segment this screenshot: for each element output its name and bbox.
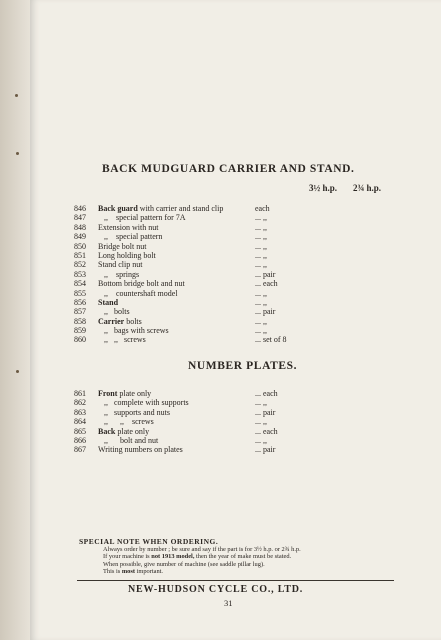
unit-label: ... ,, [255, 250, 267, 260]
part-description: ,, complete with supports [98, 398, 189, 408]
staple-hole [15, 94, 18, 97]
part-row [74, 436, 304, 445]
part-row [74, 408, 304, 417]
part-number: 864 [74, 417, 86, 427]
part-description: ,, countershaft model [98, 288, 178, 298]
footer-divider [77, 580, 394, 581]
unit-label: ... each [255, 389, 278, 398]
part-number: 847 [74, 213, 86, 223]
part-row [74, 317, 304, 326]
unit-label: ... ,, [255, 316, 267, 326]
unit-label: ... ,, [255, 326, 267, 336]
part-number: 852 [74, 260, 86, 270]
part-row [74, 427, 304, 436]
staple-hole [16, 370, 19, 373]
part-row [74, 389, 304, 398]
unit-label: ... pair [255, 269, 276, 279]
part-row [74, 223, 304, 232]
part-row [74, 398, 304, 407]
part-row [74, 270, 304, 279]
part-description: ,, ,, screws [98, 335, 146, 345]
unit-label: ... ,, [255, 297, 267, 307]
part-description: Stand [98, 297, 119, 307]
part-number: 860 [74, 335, 86, 345]
unit-label: ... ,, [255, 213, 267, 223]
part-row [74, 242, 304, 251]
part-description: ,, springs [98, 269, 140, 279]
part-description: Bridge bolt nut [98, 241, 147, 251]
part-row [74, 445, 304, 454]
part-number: 846 [74, 204, 86, 213]
special-note-body [103, 546, 403, 575]
special-note-title: SPECIAL NOTE WHEN ORDERING. [79, 537, 219, 546]
part-description: ,, special pattern for 7A [98, 213, 186, 223]
unit-label: ... ,, [255, 398, 267, 408]
part-number: 857 [74, 307, 86, 317]
unit-label: ... ,, [255, 435, 267, 445]
unit-label: ... ,, [255, 417, 267, 427]
part-number: 866 [74, 435, 86, 445]
part-number: 859 [74, 326, 86, 336]
part-description: Back guard with carrier and stand clip [98, 204, 224, 213]
part-description: ,, bolt and nut [98, 435, 159, 445]
part-number: 849 [74, 232, 86, 242]
part-row [74, 417, 304, 426]
part-row [74, 298, 304, 307]
part-row [74, 279, 304, 288]
part-row [74, 232, 304, 241]
page-number: 31 [224, 598, 233, 608]
part-description: Stand clip nut [98, 260, 143, 270]
parts-table-number-plates [74, 389, 304, 455]
unit-label: ... ,, [255, 241, 267, 251]
part-description: Extension with nut [98, 222, 159, 232]
part-number: 856 [74, 297, 86, 307]
unit-label: ... ,, [255, 260, 267, 270]
note-line: This is most important. [103, 567, 164, 575]
part-number: 858 [74, 316, 86, 326]
part-row [74, 326, 304, 335]
company-name: NEW-HUDSON CYCLE CO., LTD. [128, 584, 304, 595]
part-description: ,, ,, screws [98, 417, 154, 427]
part-row [74, 289, 304, 298]
part-number: 851 [74, 250, 86, 260]
part-row [74, 204, 304, 213]
note-line: Always order by number ; be sure and say if the part is for 3½ h.p. or 2¾ h.p. [103, 546, 301, 553]
unit-label: each [255, 204, 270, 213]
unit-label: ... each [255, 279, 278, 289]
part-description: Front plate only [98, 389, 152, 398]
part-number: 861 [74, 389, 86, 398]
part-description: ,, bolts [98, 307, 130, 317]
binding-spine [0, 0, 30, 640]
unit-label: ... each [255, 426, 278, 436]
part-row [74, 251, 304, 260]
part-number: 865 [74, 426, 86, 436]
unit-label: ... set of 8 [255, 335, 287, 345]
part-row [74, 260, 304, 269]
column-header-2-75hp: 2¾ h.p. [353, 183, 382, 193]
part-number: 850 [74, 241, 86, 251]
part-description: Carrier bolts [98, 316, 142, 326]
part-number: 867 [74, 445, 86, 455]
part-number: 862 [74, 398, 86, 408]
staple-hole [16, 152, 19, 155]
part-number: 848 [74, 222, 86, 232]
parts-table-mudguard [74, 204, 304, 345]
unit-label: ... ,, [255, 232, 267, 242]
part-number: 855 [74, 288, 86, 298]
part-row [74, 213, 304, 222]
unit-label: ... ,, [255, 288, 267, 298]
part-row [74, 335, 304, 344]
part-description: ,, supports and nuts [98, 407, 170, 417]
part-row [74, 307, 304, 316]
section-title-number-plates: NUMBER PLATES. [188, 360, 298, 372]
unit-label: ... pair [255, 307, 276, 317]
unit-label: ... pair [255, 445, 276, 455]
note-line: If your machine is not 1913 model, then the year of make must be stated. [103, 553, 292, 561]
part-number: 863 [74, 407, 86, 417]
part-description: Back plate only [98, 426, 150, 436]
unit-label: ... ,, [255, 222, 267, 232]
note-line: When possible, give number of machine (see saddle pillar lug). [103, 560, 265, 568]
part-number: 854 [74, 279, 86, 289]
part-description: Long holding bolt [98, 250, 156, 260]
part-description: ,, special pattern [98, 232, 163, 242]
part-description: Bottom bridge bolt and nut [98, 279, 185, 289]
section-title-mudguard: BACK MUDGUARD CARRIER AND STAND. [102, 163, 355, 175]
part-description: ,, bags with screws [98, 326, 169, 336]
unit-label: ... pair [255, 407, 276, 417]
part-number: 853 [74, 269, 86, 279]
column-header-3-5hp: 3½ h.p. [309, 183, 338, 193]
part-description: Writing numbers on plates [98, 445, 183, 455]
